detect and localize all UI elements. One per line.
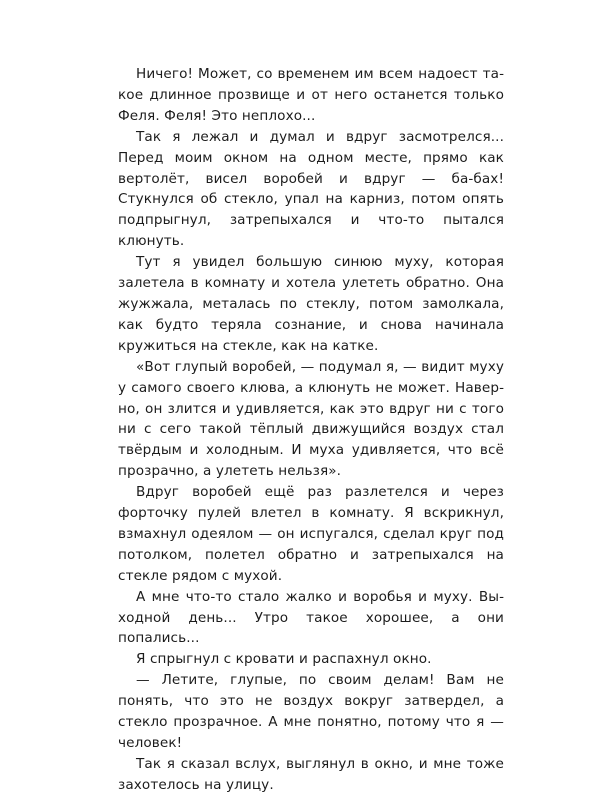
paragraph-7: Я спрыгнул с кровати и распахнул окно. [136,651,432,668]
paragraph-8: — Летите, глупые, по своим делам! Вам не понять, что это не воздух вокруг затвердел, а стекло прозрачное. А мне понятно, потому что я — человек! [118,672,504,751]
paragraph-6: А мне что-то стало жалко и воробья и муху. Выходной день... Утро такое хорошее, а они попались... [118,588,504,647]
paragraph-5: Вдруг воробей ещё раз разлетелся и через форточку пулей влетел в комнату. Я вскрикнул, взмахнул одеялом — он испугался, сделал круг под потолком, полетел обратно и затрепыхался на стекле рядом с мухой. [118,484,504,584]
paragraph-2: Так я лежал и думал и вдруг засмотрелся... Перед моим окном на одном месте, прямо как вертолёт, висел воробей и вдруг — ба-бах! Стукнулся об стекло, упал на карниз, потом опять подпрыгнул, затрепыхался и что-то пытался клюнуть. [118,128,504,250]
book-page-text [118,64,504,796]
paragraph-1: Ничего! Может, со временем им всем надоест такое длинное прозвище и от него останется только Феля. Феля! Это неплохо... [118,66,504,124]
paragraph-9: Так я сказал вслух, выглянул в окно, и мне тоже захотелось на улицу. [118,755,504,793]
paragraph-4: «Вот глупый воробей, — подумал я, — видит муху у самого своего клюва, а клюнуть не может. Наверно, он злится и удивляется, как это вдруг ни с того ни с сего такой тёплый движущийся воздух стал твёрдым и холодным. И муха удивляется, что всё прозрачно, а улететь нельзя». [118,358,504,480]
paragraph-3: Тут я увидел большую синюю муху, которая залетела в комнату и хотела улететь обратно. Она жужжала, металась по стеклу, потом замолкала, как будто теряла сознание, и снова начинала кружиться на стекле, как на катке. [118,254,504,354]
